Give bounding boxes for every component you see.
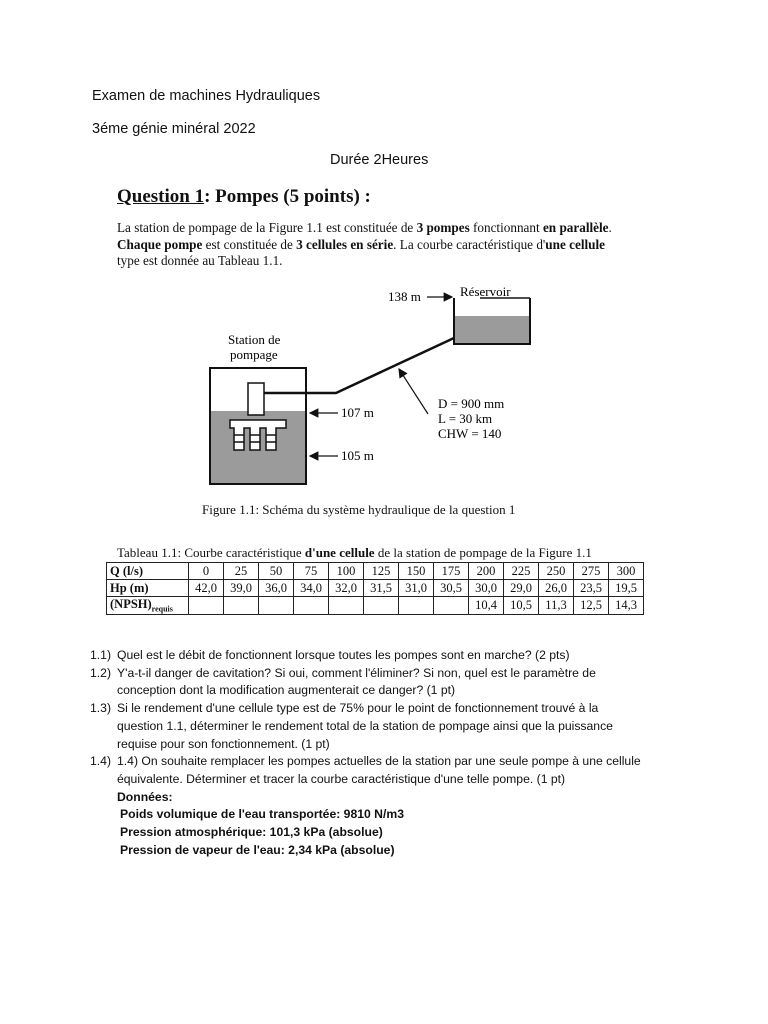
pipe-annotation-arrow xyxy=(399,369,428,414)
intro-text: . La courbe caractéristique d' xyxy=(393,236,546,252)
table-row-hp xyxy=(107,580,644,597)
exam-subtitle: 3éme génie minéral 2022 xyxy=(92,121,256,137)
cell-hp: 36,0 xyxy=(259,580,294,597)
cell-npsh: 14,3 xyxy=(609,597,644,615)
cell-q: 150 xyxy=(399,563,434,580)
reservoir-level-label: 138 m xyxy=(388,289,421,304)
cell-hp: 31,0 xyxy=(399,580,434,597)
pipe-chw-label: CHW = 140 xyxy=(438,426,502,441)
cell-q: 275 xyxy=(574,563,609,580)
cell-q: 25 xyxy=(224,563,259,580)
pump-column xyxy=(248,383,264,415)
question-heading xyxy=(117,186,371,208)
intro-bold: 3 cellules en série xyxy=(296,236,394,252)
table-caption-text: de la station de pompage de la Figure 1.1 xyxy=(374,545,592,560)
intro-bold: une cellule xyxy=(545,236,606,252)
sub-questions xyxy=(90,647,690,859)
question-label: Question 1 xyxy=(117,186,205,207)
cell-hp: 29,0 xyxy=(504,580,539,597)
question-line: conception dont la modification augmenterait ce danger? (1 pt) xyxy=(117,683,456,698)
intro-line-2 xyxy=(117,237,637,254)
pipe-length-label: L = 30 km xyxy=(438,411,493,426)
given-data-label: Données: xyxy=(117,789,173,804)
cell-q: 175 xyxy=(434,563,469,580)
cell-q: 100 xyxy=(329,563,364,580)
question-number: 1.1) xyxy=(90,648,112,662)
cell-hp: 42,0 xyxy=(189,580,224,597)
question-line: question 1.1, déterminer le rendement total de la station de pompage ainsi que la puissance xyxy=(117,718,613,733)
sub-question-1-4 xyxy=(90,753,690,788)
question-heading-rest: : Pompes (5 points) : xyxy=(204,186,371,207)
level-107-label: 107 m xyxy=(341,405,374,420)
given-data-item: Pression atmosphérique: 101,3 kPa (absolue) xyxy=(120,825,383,840)
question-number: 1.3) xyxy=(90,701,112,716)
sub-question-1-3 xyxy=(90,700,690,753)
intro-line-3 xyxy=(117,253,637,270)
characteristic-table xyxy=(106,562,644,615)
row-header-npsh xyxy=(107,597,189,615)
cell-q: 250 xyxy=(539,563,574,580)
cell-npsh: 11,3 xyxy=(539,597,574,615)
reservoir-label: Réservoir xyxy=(460,284,511,299)
row-header-hp: Hp (m) xyxy=(107,580,189,597)
cell-hp: 31,5 xyxy=(364,580,399,597)
intro-bold: Chaque pompe xyxy=(117,236,203,252)
cell-npsh xyxy=(399,597,434,615)
cell-npsh: 12,5 xyxy=(574,597,609,615)
sub-question-1-2 xyxy=(90,665,690,700)
npsh-label: (NPSH) xyxy=(110,597,152,611)
level-105-label: 105 m xyxy=(341,448,374,463)
cell-npsh xyxy=(259,597,294,615)
pipe-diameter-label: D = 900 mm xyxy=(438,396,505,411)
cell-npsh xyxy=(434,597,469,615)
cell-q: 0 xyxy=(189,563,224,580)
intro-text: est constituée de xyxy=(202,236,297,252)
sub-question-1-1 xyxy=(90,647,690,665)
intro-text: . xyxy=(608,220,612,235)
table-caption-bold: d'une cellule xyxy=(304,545,375,560)
given-data xyxy=(90,789,690,860)
exam-duration: Durée 2Heures xyxy=(330,152,429,168)
intro-bold: 3 pompes xyxy=(416,220,470,235)
reservoir-water xyxy=(454,316,530,344)
exam-title: Examen de machines Hydrauliques xyxy=(92,88,321,104)
cell-q: 125 xyxy=(364,563,399,580)
cell-npsh xyxy=(189,597,224,615)
cell-hp: 19,5 xyxy=(609,580,644,597)
question-intro xyxy=(117,220,637,270)
question-line: Quel est le débit de fonctionnent lorsque toutes les pompes sont en marche? (2 pts) xyxy=(117,648,570,662)
cell-q: 50 xyxy=(259,563,294,580)
cell-npsh xyxy=(224,597,259,615)
given-data-item: Pression de vapeur de l'eau: 2,34 kPa (absolue) xyxy=(120,842,395,857)
cell-npsh xyxy=(364,597,399,615)
npsh-subscript: requis xyxy=(151,604,173,614)
question-number: 1.2) xyxy=(90,665,112,680)
cell-hp: 34,0 xyxy=(294,580,329,597)
cell-hp: 39,0 xyxy=(224,580,259,597)
cell-npsh: 10,4 xyxy=(469,597,504,615)
cell-npsh xyxy=(329,597,364,615)
figure-caption: Figure 1.1: Schéma du système hydraulique de la question 1 xyxy=(202,502,516,517)
given-data-item: Poids volumique de l'eau transportée: 9810 N/m3 xyxy=(120,807,404,822)
table-row-npsh xyxy=(107,597,644,615)
row-header-q: Q (l/s) xyxy=(107,563,189,580)
intro-text: La station de pompage de la Figure 1.1 est constituée de xyxy=(117,220,417,235)
intro-bold: en parallèle xyxy=(542,220,609,235)
intro-text: fonctionnant xyxy=(469,220,543,235)
question-line: équivalente. Déterminer et tracer la courbe caractéristique d'une telle pompe. (1 pt) xyxy=(117,771,566,786)
table-row-q xyxy=(107,563,644,580)
cell-q: 300 xyxy=(609,563,644,580)
cell-q: 75 xyxy=(294,563,329,580)
cell-npsh xyxy=(294,597,329,615)
cell-hp: 30,0 xyxy=(469,580,504,597)
discharge-pipe xyxy=(263,338,454,393)
question-number: 1.4) xyxy=(90,754,112,769)
hydraulic-system-figure xyxy=(190,280,590,496)
question-line: requise pour son fonctionnement. (1 pt) xyxy=(117,736,330,751)
cell-hp: 32,0 xyxy=(329,580,364,597)
cell-q: 225 xyxy=(504,563,539,580)
cell-npsh: 10,5 xyxy=(504,597,539,615)
cell-hp: 30,5 xyxy=(434,580,469,597)
table-caption-text: Tableau 1.1: Courbe caractéristique xyxy=(117,545,305,560)
question-line: 1.4) On souhaite remplacer les pompes actuelles de la station par une seule pompe à une cellule xyxy=(117,754,641,769)
question-line: Si le rendement d'une cellule type est de 75% pour le point de fonctionnement trouvé à la xyxy=(117,701,599,716)
station-label-1: Station de xyxy=(228,332,281,347)
question-line: Y'a-t-il danger de cavitation? Si oui, comment l'éliminer? Si non, quel est le paramètre de xyxy=(117,665,596,680)
cell-hp: 26,0 xyxy=(539,580,574,597)
intro-text: type est donnée au Tableau 1.1. xyxy=(117,253,283,268)
intro-line-1 xyxy=(117,220,637,237)
cell-q: 200 xyxy=(469,563,504,580)
station-label-2: pompage xyxy=(230,347,278,362)
cell-hp: 23,5 xyxy=(574,580,609,597)
table-caption xyxy=(117,545,592,561)
